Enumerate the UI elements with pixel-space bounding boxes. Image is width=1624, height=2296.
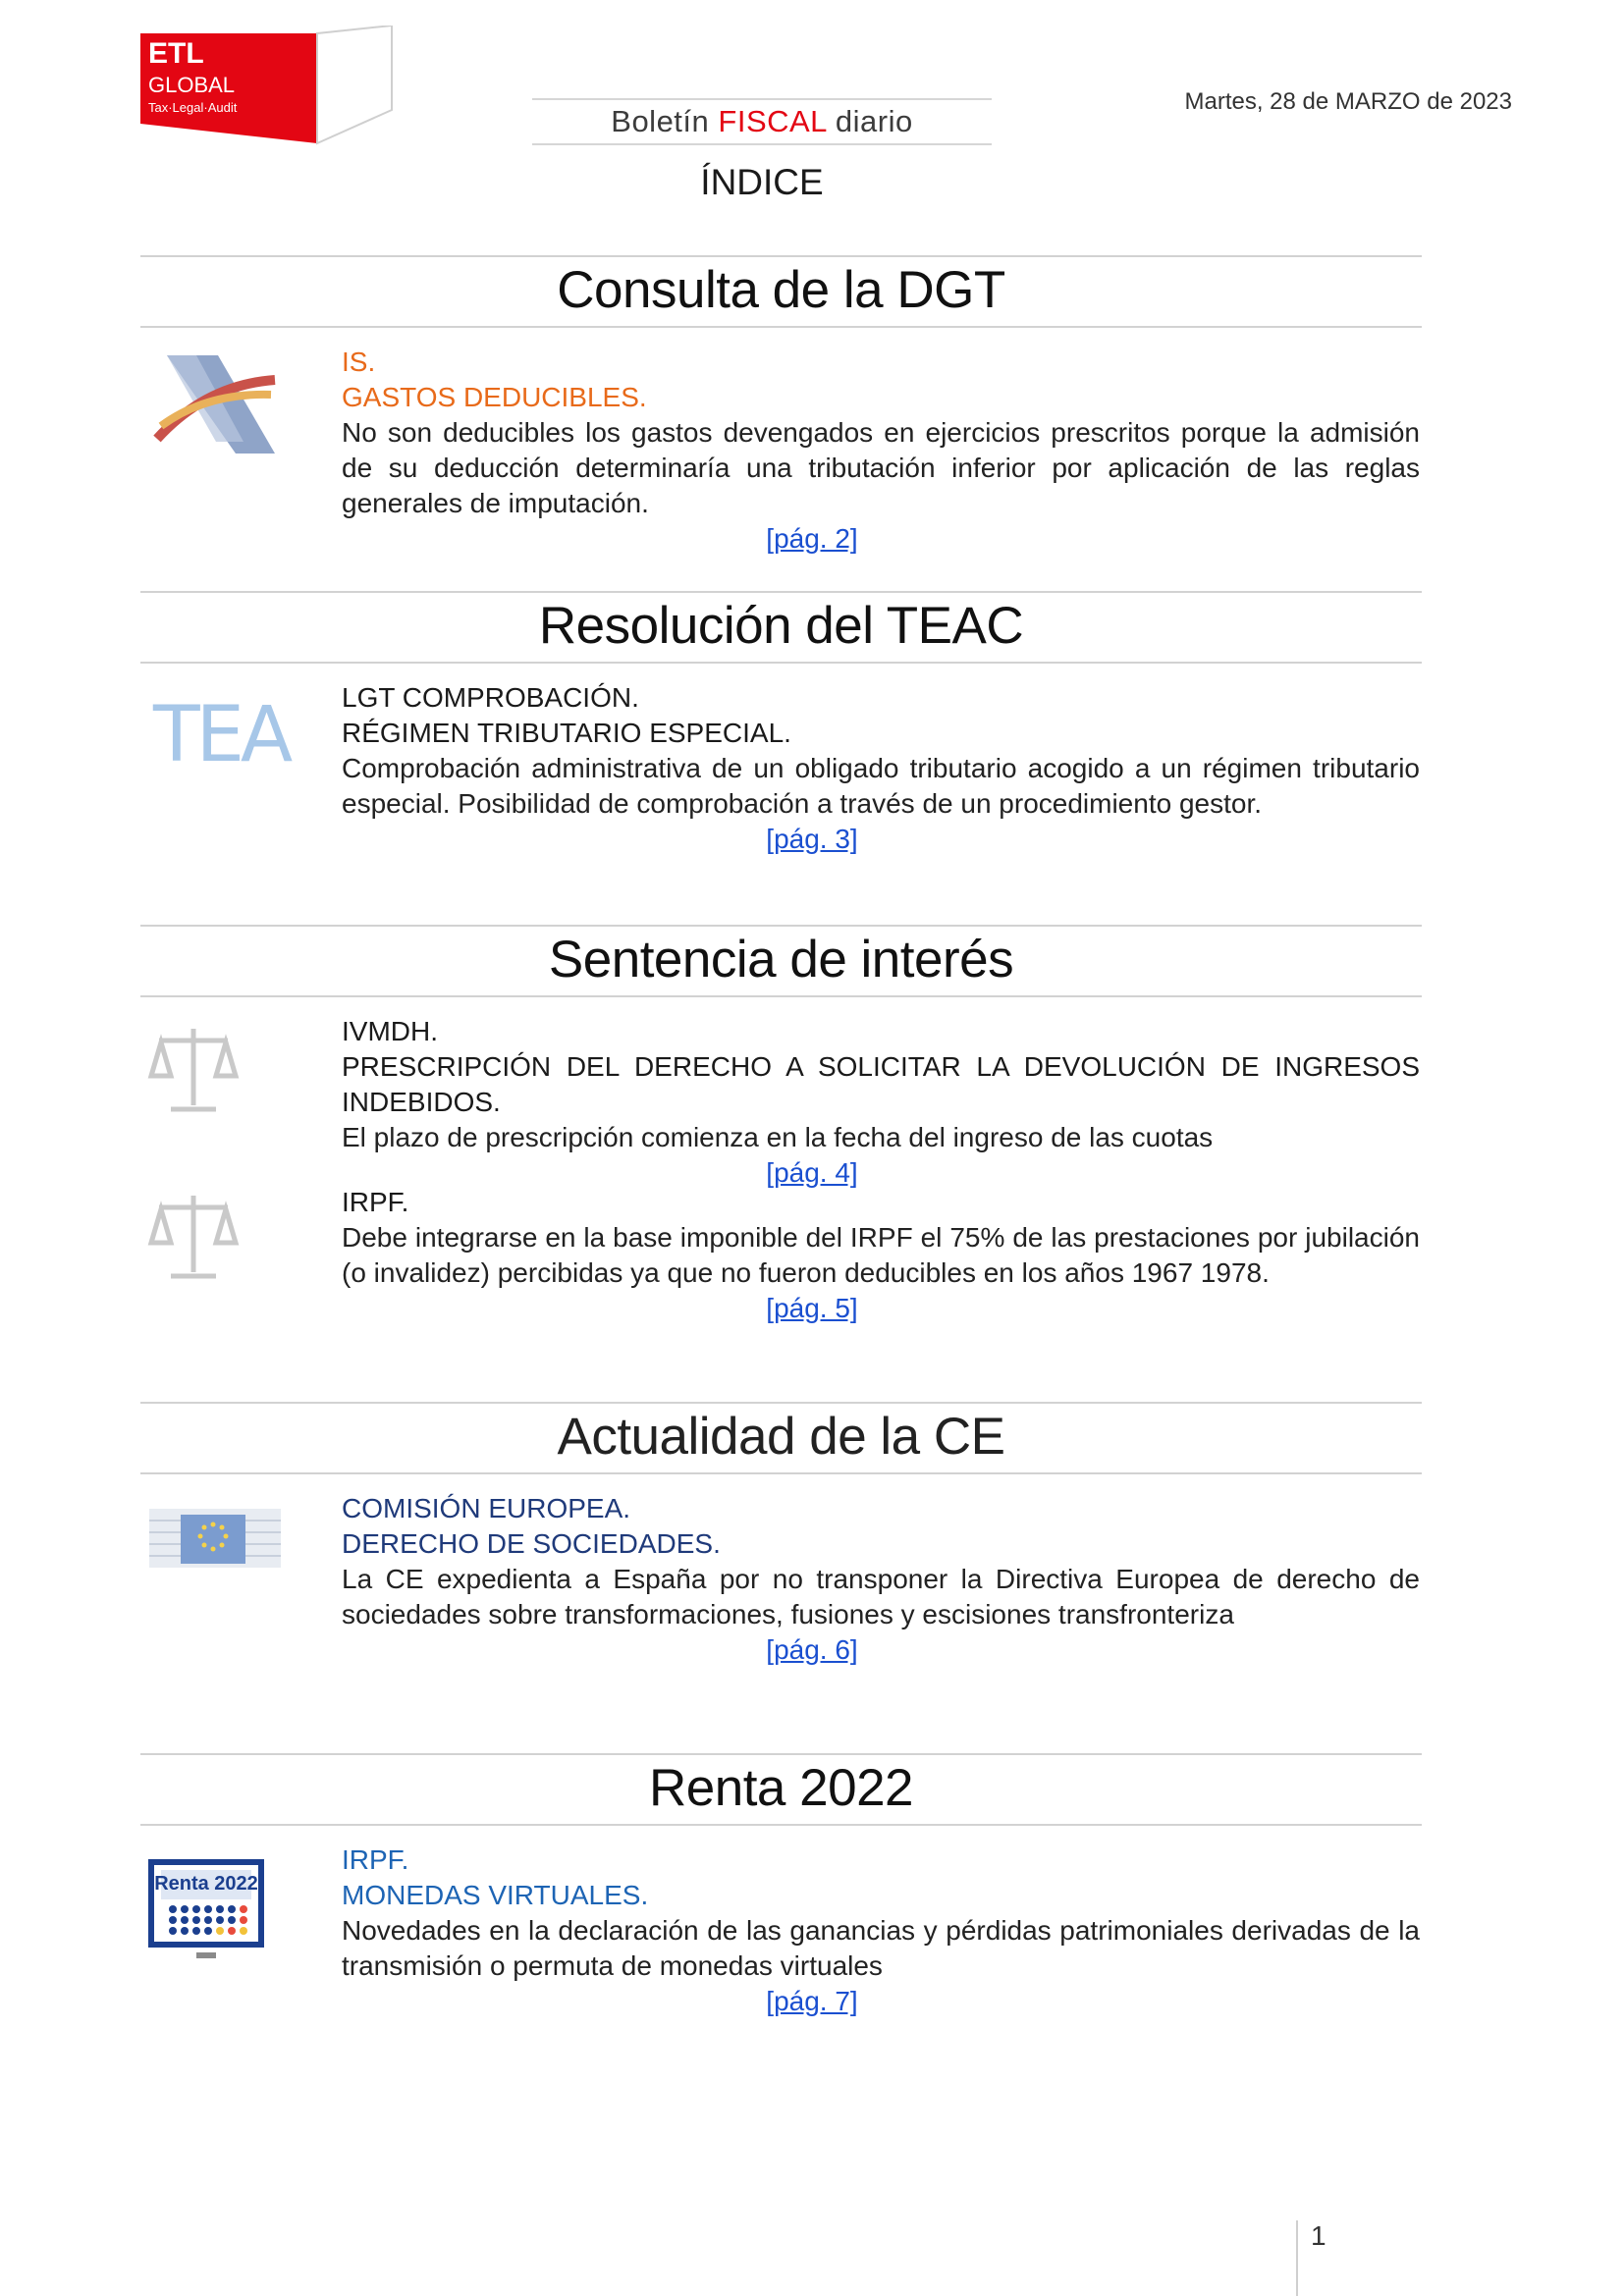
footer-divider xyxy=(1296,2220,1298,2296)
svg-text:TEA: TEA xyxy=(153,691,290,775)
entry-heading: IRPF. xyxy=(342,1187,409,1217)
bulletin-title-accent: FISCAL xyxy=(718,104,827,138)
svg-text:Tax·Legal·Audit: Tax·Legal·Audit xyxy=(148,100,238,115)
entry-description: No son deducibles los gastos devengados en ejercicios prescritos porque la admisión de su deducción determinaría una tributación inferior por aplicación de las reglas generales de imputación. xyxy=(342,417,1420,518)
entry-subheading: DERECHO DE SOCIEDADES. xyxy=(342,1528,721,1559)
page-link[interactable]: [pág. 5] xyxy=(766,1293,858,1323)
issue-date: Martes, 28 de MARZO de 2023 xyxy=(1184,88,1512,115)
section-title-dgt: Consulta de la DGT xyxy=(557,261,1005,319)
index-entry xyxy=(342,345,1420,557)
etl-global-logo xyxy=(140,26,396,145)
tea-logo-icon xyxy=(147,687,295,780)
section-title-renta: Renta 2022 xyxy=(648,1759,914,1817)
index-entry xyxy=(342,1185,1420,1326)
bulletin-title xyxy=(532,98,992,145)
european-commission-icon xyxy=(147,1499,285,1582)
renta-2022-manual-icon xyxy=(147,1858,265,1971)
entry-description: La CE expedienta a España por no transponer la Directiva Europea de derecho de sociedades sobre transformaciones, fusiones y escisiones transfronteriza xyxy=(342,1564,1420,1629)
section-title-teac: Resolución del TEAC xyxy=(538,597,1024,655)
entry-subheading: MONEDAS VIRTUALES. xyxy=(342,1880,649,1910)
entry-description: Novedades en la declaración de las ganancias y pérdidas patrimoniales derivadas de la transmisión o permuta de monedas virtuales xyxy=(342,1915,1420,1981)
entry-subheading: PRESCRIPCIÓN DEL DERECHO A SOLICITAR LA DEVOLUCIÓN DE INGRESOS INDEBIDOS. xyxy=(342,1051,1420,1117)
entry-subheading: GASTOS DEDUCIBLES. xyxy=(342,382,647,412)
scales-of-justice-icon xyxy=(147,1188,241,1291)
section-divider xyxy=(140,662,1422,664)
page-link[interactable]: [pág. 7] xyxy=(766,1986,858,2016)
entry-heading: IRPF. xyxy=(342,1844,409,1875)
entry-description: El plazo de prescripción comienza en la fecha del ingreso de las cuotas xyxy=(342,1122,1214,1152)
index-entry xyxy=(342,1842,1420,2019)
page-link[interactable]: [pág. 6] xyxy=(766,1634,858,1665)
entry-heading: IS. xyxy=(342,347,376,377)
bulletin-title-prefix: Boletín xyxy=(611,104,719,138)
section-title-sentencia: Sentencia de interés xyxy=(548,931,1014,988)
page-link[interactable]: [pág. 4] xyxy=(766,1157,858,1188)
index-entry xyxy=(342,1491,1420,1668)
section-divider xyxy=(140,1472,1422,1474)
section-divider xyxy=(140,995,1422,997)
entry-heading: LGT COMPROBACIÓN. xyxy=(342,682,639,713)
page-number: 1 xyxy=(1311,2220,1326,2251)
entry-heading: IVMDH. xyxy=(342,1016,438,1046)
renta-icon-label: Renta 2022 xyxy=(154,1873,258,1895)
entry-description: Comprobación administrativa de un obligado tributario acogido a un régimen tributario especial. Posibilidad de comprobación a través de un procedimiento gestor. xyxy=(342,753,1420,819)
entry-description: Debe integrarse en la base imponible del IRPF el 75% de las prestaciones por jubilación (o invalidez) percibidas ya que no fueron deducibles en los años 1967 1978. xyxy=(342,1222,1420,1288)
index-entry xyxy=(342,680,1420,857)
index-entry xyxy=(342,1014,1420,1191)
section-title-ce: Actualidad de la CE xyxy=(557,1408,1005,1466)
page-link[interactable]: [pág. 2] xyxy=(766,523,858,554)
entry-subheading: RÉGIMEN TRIBUTARIO ESPECIAL. xyxy=(342,718,791,748)
scales-of-justice-icon xyxy=(147,1021,241,1124)
section-divider xyxy=(140,1824,1422,1826)
entry-heading: COMISIÓN EUROPEA. xyxy=(342,1493,631,1523)
index-title: ÍNDICE xyxy=(700,162,824,202)
svg-text:ETL: ETL xyxy=(148,37,204,70)
page-link[interactable]: [pág. 3] xyxy=(766,824,858,854)
tax-agency-icon xyxy=(147,346,285,468)
svg-text:GLOBAL: GLOBAL xyxy=(148,73,236,97)
bulletin-title-suffix: diario xyxy=(826,104,913,138)
section-divider xyxy=(140,326,1422,328)
